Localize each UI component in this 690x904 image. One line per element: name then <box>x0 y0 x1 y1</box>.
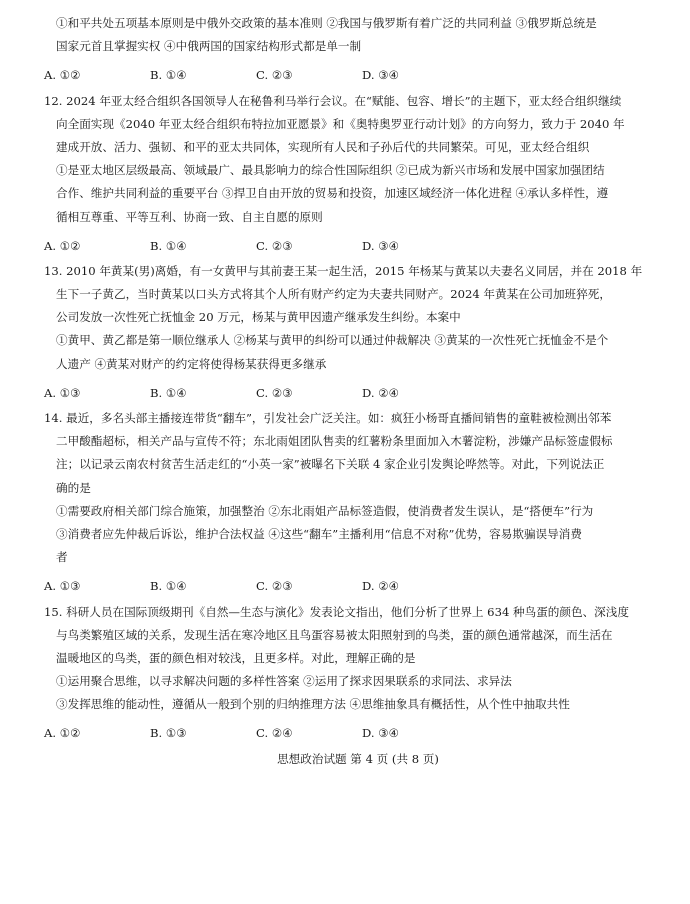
question-stem-line: 13. 2010 年黄某(男)离婚，有一女黄甲与其前妻王某一起生活，2015 年杨某与黄某以夫妻名义同居，并在 2018 年 <box>44 263 643 278</box>
page-footer: 思想政治试题 第 4 页 (共 8 页) <box>277 751 439 766</box>
question-stem-line: 确的是 <box>56 480 91 495</box>
option-c: C. ②③ <box>256 385 293 400</box>
answer-options <box>44 235 672 258</box>
option-b: B. ①④ <box>150 68 187 83</box>
answer-options <box>44 575 672 598</box>
statement-line: ①运用聚合思维，以寻求解决问题的多样性答案 ②运用了探求因果联系的求同法、求异法 <box>56 674 512 689</box>
option-b: B. ①④ <box>150 579 187 594</box>
option-a: A. ①② <box>44 238 81 253</box>
statement-line: ①是亚太地区层级最高、领域最广、最具影响力的综合性国际组织 ②已成为新兴市场和发展中国家加强团结 <box>56 163 605 178</box>
answer-options <box>44 722 672 745</box>
option-d: D. ②④ <box>362 385 400 400</box>
statement-line: ①需要政府相关部门综合施策，加强整治 ②东北雨姐产品标签造假，使消费者发生误认，是“搭便车”行为 <box>56 503 594 518</box>
exam-page <box>44 12 672 771</box>
statement-line: ③消费者应先仲裁后诉讼，维护合法权益 ④这些“翻车”主播利用“信息不对称”优势，容易欺骗误导消费 <box>56 526 582 541</box>
statement-line: 国家元首且掌握实权 ④中俄两国的国家结构形式都是单一制 <box>56 39 362 54</box>
option-a: A. ①③ <box>44 579 81 594</box>
option-b: B. ①③ <box>150 726 187 741</box>
option-d: D. ③④ <box>362 726 400 741</box>
statement-line: ①和平共处五项基本原则是中俄外交政策的基本准则 ②我国与俄罗斯有着广泛的共同利益 ③俄罗斯总统是 <box>56 16 597 30</box>
statement-line: 者 <box>56 550 68 565</box>
question-stem-line: 二甲酸酯超标，相关产品与宣传不符；东北雨姐团队售卖的红薯粉条里面加入木薯淀粉，涉嫌产品标签虚假标 <box>56 434 613 449</box>
option-a: A. ①② <box>44 68 81 83</box>
statement-line: 合作、维护共同利益的重要平台 ③捍卫自由开放的贸易和投资，加速区域经济一体化进程 ④承认多样性，遵 <box>56 186 609 201</box>
question-stem-line: 与鸟类繁殖区域的关系，发现生活在寒冷地区且鸟蛋容易被太阳照射到的鸟类，蛋的颜色通常越深，而生活在 <box>56 627 613 642</box>
statement-line: ①黄甲、黄乙都是第一顺位继承人 ②杨某与黄甲的纠纷可以通过仲裁解决 ③黄某的一次性死亡抚恤金不是个 <box>56 333 609 348</box>
statement-line: ③发挥思维的能动性，遵循从一般到个别的归纳推理方法 ④思维抽象具有概括性，从个性中抽取共性 <box>56 697 570 712</box>
question-13 <box>44 260 672 405</box>
option-c: C. ②③ <box>256 68 293 83</box>
option-b: B. ①④ <box>150 385 187 400</box>
option-b: B. ①④ <box>150 238 187 253</box>
statement-line: 人遗产 ④黄某对财产的约定将使得杨某获得更多继承 <box>56 356 327 371</box>
question-stem-line: 14. 最近，多名头部主播接连带货“翻车”，引发社会广泛关注。如：疯狂小杨哥直播间销售的童鞋被检测出邻苯 <box>44 411 612 425</box>
statement-line: 循相互尊重、平等互利、协商一致、自主自愿的原则 <box>56 209 323 224</box>
question-stem-line: 12. 2024 年亚太经合组织各国领导人在秘鲁利马举行会议。在“赋能、包容、增长”的主题下，亚太经合组织继续 <box>44 93 622 108</box>
option-d: D. ③④ <box>362 68 400 83</box>
option-a: A. ①② <box>44 726 81 741</box>
question-stem-line: 公司发放一次性死亡抚恤金 20 万元，杨某与黄甲因遗产继承发生纠纷。本案中 <box>56 310 461 325</box>
question-stem-line: 向全面实现《2040 年亚太经合组织布特拉加亚愿景》和《奥特奥罗亚行动计划》的方向努力，致力于 2040 年 <box>56 116 625 131</box>
option-d: D. ②④ <box>362 579 400 594</box>
question-stem-line: 15. 科研人员在国际顶级期刊《自然—生态与演化》发表论文指出，他们分析了世界上 634 种鸟蛋的颜色、深浅度 <box>44 604 629 619</box>
option-c: C. ②③ <box>256 579 293 594</box>
question-15 <box>44 601 672 746</box>
question-stem-line: 温暖地区的鸟类，蛋的颜色相对较浅，且更多样。对此，理解正确的是 <box>56 650 416 665</box>
question-12 <box>44 90 672 258</box>
answer-options <box>44 64 672 87</box>
answer-options <box>44 382 672 405</box>
option-d: D. ③④ <box>362 238 400 253</box>
question-stem-line: 注；以记录云南农村贫苦生活走红的“小英一家”被曝名下关联 4 家企业引发舆论哗然等。对此，下列说法正 <box>56 457 605 472</box>
question-14 <box>44 407 672 599</box>
question-stem-line: 生下一子黄乙，当时黄某以口头方式将其个人所有财产约定为夫妻共同财产。2024 年黄某在公司加班猝死， <box>56 287 611 302</box>
question-11-tail <box>44 12 672 88</box>
option-a: A. ①③ <box>44 385 81 400</box>
option-c: C. ②④ <box>256 726 293 741</box>
question-stem-line: 建成开放、活力、强韧、和平的亚太共同体，实现所有人民和子孙后代的共同繁荣。可见，亚太经合组织 <box>56 139 590 154</box>
option-c: C. ②③ <box>256 238 293 253</box>
